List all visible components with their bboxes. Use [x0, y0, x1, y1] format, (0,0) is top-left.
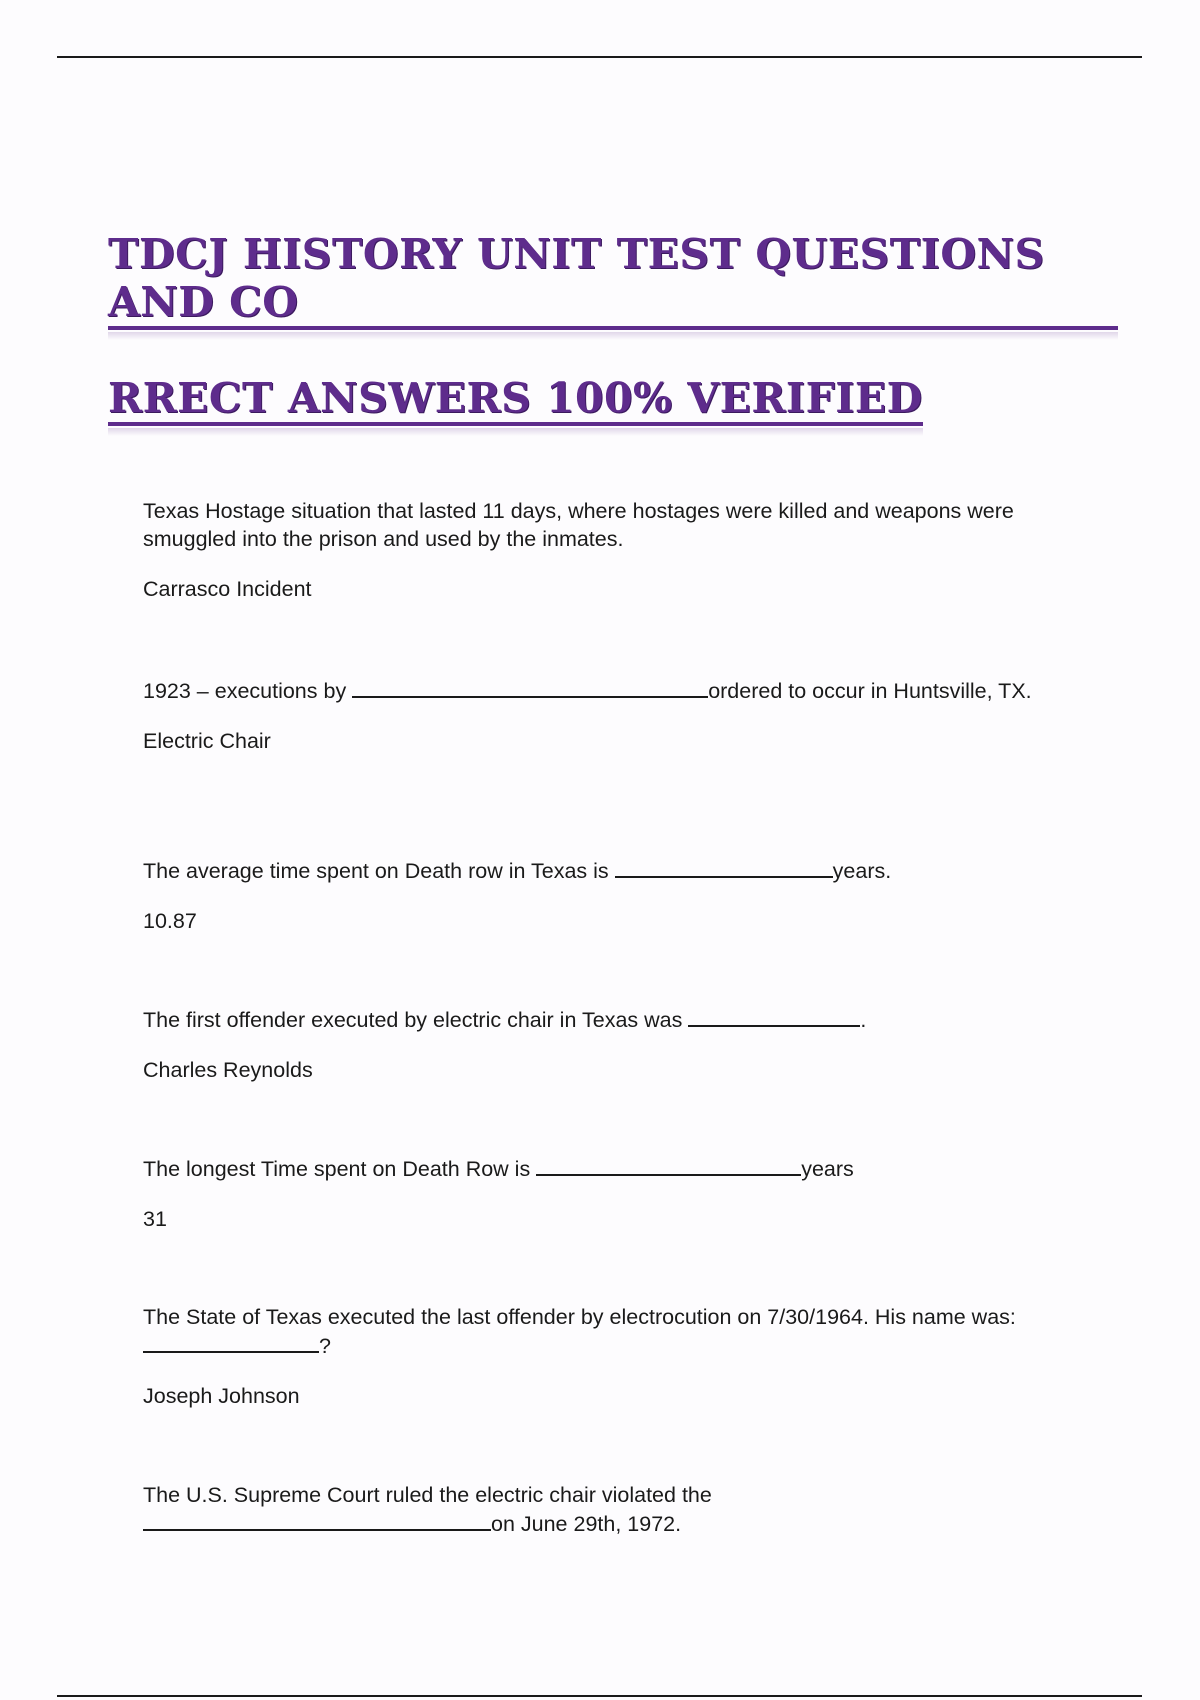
question-text: The U.S. Supreme Court ruled the electric chair violated the on June 29th, 1972. — [143, 1483, 712, 1536]
title-line-2: RRECT ANSWERS 100% VERIFIED — [108, 374, 923, 426]
question-block-1 — [143, 497, 1083, 603]
answer-blank — [688, 1005, 860, 1027]
question-text: The first offender executed by electric chair in Texas was . — [143, 1005, 1083, 1034]
document-title — [108, 230, 1118, 454]
answer-text: 10.87 — [143, 909, 197, 933]
question-block-5 — [143, 1154, 1083, 1233]
answer-blank — [615, 856, 833, 878]
footer-rule — [57, 1695, 1142, 1697]
question-text: 1923 – executions by ordered to occur in Huntsville, TX. — [143, 676, 1083, 705]
answer-text: Carrasco Incident — [143, 577, 312, 601]
question-block-4 — [143, 1005, 1083, 1084]
question-block-2 — [143, 676, 1083, 755]
answer-blank — [352, 676, 708, 698]
question-text: The longest Time spent on Death Row is years — [143, 1154, 1083, 1183]
answer-text: Electric Chair — [143, 729, 271, 753]
question-text: The average time spent on Death row in Texas is years. — [143, 856, 1083, 885]
answer-blank — [143, 1331, 319, 1353]
question-block-6 — [143, 1303, 1083, 1410]
title-line-1: TDCJ HISTORY UNIT TEST QUESTIONS AND CO — [108, 230, 1118, 330]
question-text: Texas Hostage situation that lasted 11 days, where hostages were killed and weapons were smuggled into the prison and used by the inmates. — [143, 499, 1014, 551]
question-block-3 — [143, 856, 1083, 935]
header-rule — [57, 56, 1142, 58]
answer-text: 31 — [143, 1207, 167, 1231]
answer-blank — [536, 1154, 801, 1176]
answer-text: Joseph Johnson — [143, 1384, 300, 1408]
question-block-7 — [143, 1481, 1083, 1538]
question-text: The State of Texas executed the last offender by electrocution on 7/30/1964. His name was:? — [143, 1305, 1016, 1358]
answer-blank — [143, 1509, 491, 1531]
answer-text: Charles Reynolds — [143, 1058, 313, 1082]
